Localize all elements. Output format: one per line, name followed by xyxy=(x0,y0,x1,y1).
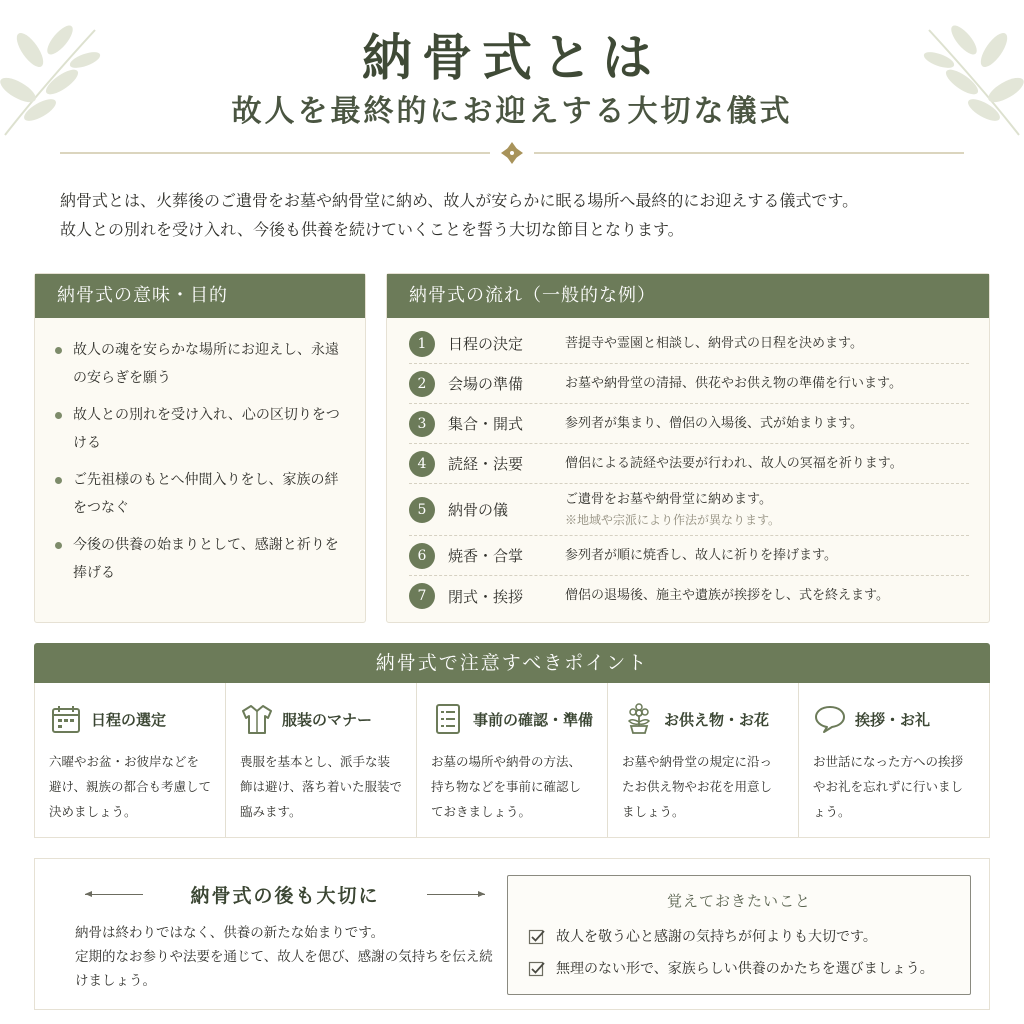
flow-list xyxy=(387,318,989,616)
point-title: お供え物・お花 xyxy=(664,710,770,729)
ornament-divider xyxy=(60,140,964,166)
list-item: 故人との別れを受け入れ、心の区切りをつける xyxy=(55,401,347,457)
step-number-badge: 3 xyxy=(409,411,435,437)
step-number-badge: 1 xyxy=(409,331,435,357)
step-name: 日程の決定 xyxy=(448,335,524,353)
flow-row xyxy=(409,536,969,576)
flow-row xyxy=(409,484,969,536)
flow-heading: 納骨式の流れ（一般的な例） xyxy=(387,274,989,318)
point-text: お世話になった方への挨拶やお礼を忘れずに行いましょう。 xyxy=(813,754,964,819)
points-heading: 納骨式で注意すべきポイント xyxy=(34,643,990,683)
point-card xyxy=(799,683,989,837)
remember-box xyxy=(507,875,971,995)
step-name: 焼香・合掌 xyxy=(448,547,524,565)
points-section xyxy=(34,683,990,838)
flow-row xyxy=(409,576,969,616)
point-card xyxy=(35,683,226,837)
list-item: 故人の魂を安らかな場所にお迎えし、永遠の安らぎを願う xyxy=(55,336,347,392)
flow-row xyxy=(409,444,969,484)
arrow-left-icon xyxy=(85,894,143,895)
meaning-heading: 納骨式の意味・目的 xyxy=(35,274,365,318)
list-item: ご先祖様のもとへ仲間入りをし、家族の絆をつなぐ xyxy=(55,466,347,522)
step-description: 参列者が集まり、僧侶の入場後、式が始まります。 xyxy=(565,415,863,431)
point-title: 服装のマナー xyxy=(282,710,373,729)
step-name: 読経・法要 xyxy=(448,455,524,473)
meaning-card xyxy=(34,273,366,623)
flow-card xyxy=(386,273,990,623)
intro-line-1: 納骨式とは、火葬後のご遺骨をお墓や納骨堂に納め、故人が安らかに眠る場所へ最終的にお迎えする儀式です。 xyxy=(60,191,859,210)
step-name: 納骨の儀 xyxy=(448,501,509,519)
bullet-icon xyxy=(55,412,62,419)
point-text: 喪服を基本とし、派手な装飾は避け、落ち着いた服装で臨みます。 xyxy=(240,754,403,819)
step-number-badge: 4 xyxy=(409,451,435,477)
clothing-icon xyxy=(240,702,274,736)
point-card xyxy=(226,683,417,837)
meaning-list xyxy=(35,318,365,587)
remember-title: 覚えておきたいこと xyxy=(666,892,811,910)
step-description: 菩提寺や霊園と相談し、納骨式の日程を決めます。 xyxy=(565,335,863,351)
list-item: 故人を敬う心と感謝の気持ちが何よりも大切です。 xyxy=(528,921,970,953)
point-text: お墓の場所や納骨の方法、持ち物などを事前に確認しておきましょう。 xyxy=(431,754,582,819)
step-number-badge: 7 xyxy=(409,583,435,609)
flower-icon xyxy=(622,702,656,736)
step-note: ※地域や宗派により作法が異なります。 xyxy=(565,512,781,527)
step-name: 会場の準備 xyxy=(448,375,524,393)
point-card xyxy=(608,683,799,837)
step-number-badge: 2 xyxy=(409,371,435,397)
list-item: 今後の供養の始まりとして、感謝と祈りを捧げる xyxy=(55,531,347,587)
point-card xyxy=(417,683,608,837)
page-title: 納骨式とは xyxy=(362,28,662,87)
flow-row xyxy=(409,404,969,444)
point-text: 六曜やお盆・お彼岸などを避け、親族の都合も考慮して決めましょう。 xyxy=(49,754,212,819)
after-section xyxy=(34,858,990,1010)
flow-row xyxy=(409,364,969,404)
step-name: 集合・開式 xyxy=(448,415,524,433)
flow-row xyxy=(409,324,969,364)
bullet-icon xyxy=(55,347,62,354)
step-description: 僧侶の退場後、施主や遺族が挨拶をし、式を終えます。 xyxy=(565,588,889,603)
step-description: 僧侶による読経や法要が行われ、故人の冥福を祈ります。 xyxy=(565,455,903,471)
intro-text xyxy=(60,186,980,244)
arrow-right-icon xyxy=(427,894,485,895)
remember-list xyxy=(508,911,970,985)
intro-line-2: 故人との別れを受け入れ、今後も供養を続けていくことを誓う大切な節目となります。 xyxy=(60,220,684,239)
page-subtitle: 故人を最終的にお迎えする大切な儀式 xyxy=(231,94,793,129)
point-title: 事前の確認・準備 xyxy=(473,710,594,729)
step-number-badge: 5 xyxy=(409,497,435,523)
bullet-icon xyxy=(55,542,62,549)
point-title: 挨拶・お礼 xyxy=(855,710,931,729)
checklist-icon xyxy=(431,702,465,736)
step-number-badge: 6 xyxy=(409,543,435,569)
list-item: 無理のない形で、家族らしい供養のかたちを選びましょう。 xyxy=(528,953,970,985)
step-description: お墓や納骨堂の清掃、供花やお供え物の準備を行います。 xyxy=(565,375,902,391)
checkbox-checked-icon xyxy=(528,960,546,978)
after-text: 納骨は終わりではなく、供養の新たな始まりです。 定期的なお参りや法要を通じて、故人を偲び、感謝の気持ちを伝え続けましょう。 xyxy=(75,925,493,989)
step-description: 参列者が順に焼香し、故人に祈りを捧げます。 xyxy=(565,547,837,563)
point-title: 日程の選定 xyxy=(91,710,167,729)
after-title: 納骨式の後も大切に xyxy=(85,881,485,908)
calendar-icon xyxy=(49,702,83,736)
point-text: お墓や納骨堂の規定に沿ったお供え物やお花を用意しましょう。 xyxy=(622,754,773,819)
step-description: ご遺骨をお墓や納骨堂に納めます。 ※地域や宗派により作法が異なります。 xyxy=(565,490,780,530)
step-name: 閉式・挨拶 xyxy=(448,587,524,606)
bullet-icon xyxy=(55,477,62,484)
speech-bubble-icon xyxy=(813,702,847,736)
checkbox-checked-icon xyxy=(528,928,546,946)
